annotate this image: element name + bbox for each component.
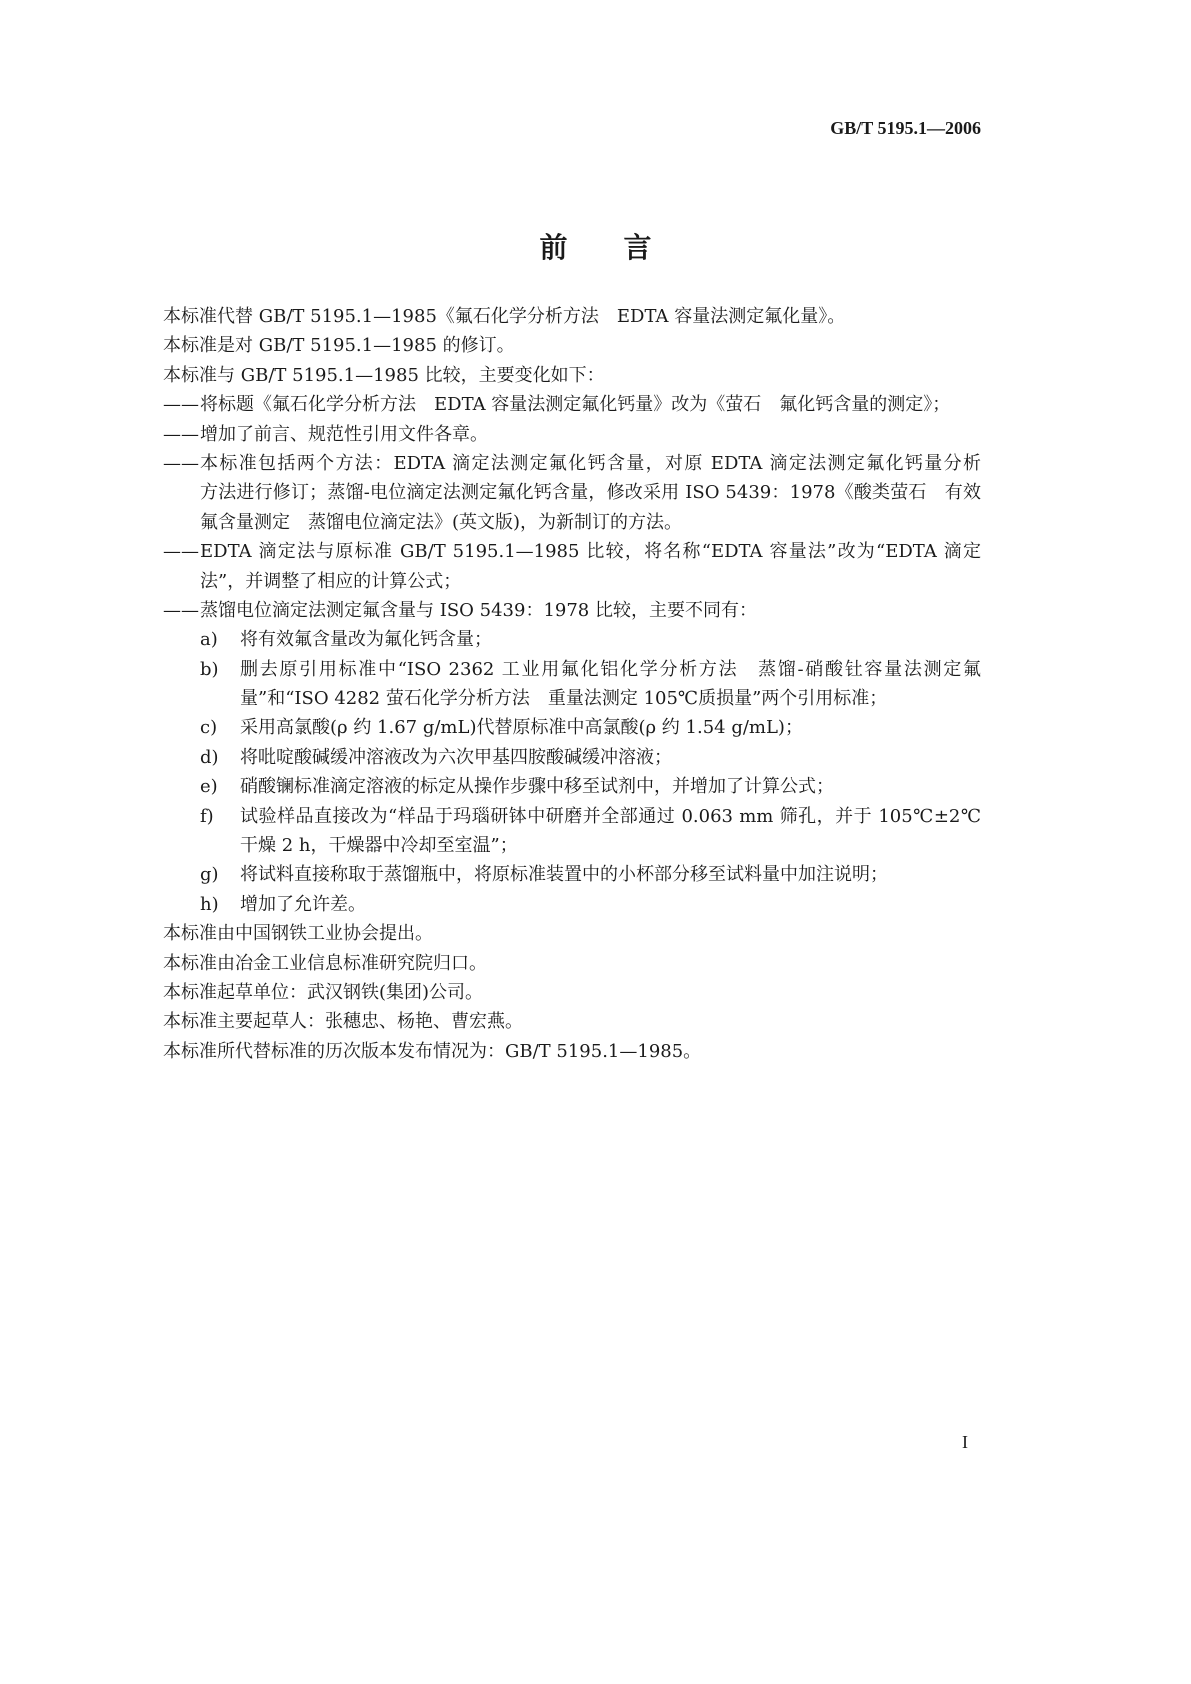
line-text: 采用高氯酸(ρ 约 1.67 g/mL)代替原标准中高氯酸(ρ 约 1.54 g/mL)； <box>240 717 803 739</box>
paragraph <box>163 1037 981 1066</box>
dash-item-line <box>163 449 981 478</box>
line-text: 增加了前言、规范性引用文件各章。 <box>200 423 488 445</box>
line-text: 本标准由冶金工业信息标准研究院归口。 <box>163 952 487 974</box>
line-text: 氟含量测定 蒸馏电位滴定法》(英文版)，为新制订的方法。 <box>200 511 683 533</box>
line-text: 干燥 2 h，干燥器中冷却至室温”； <box>240 835 518 857</box>
sub-item-line <box>163 713 981 742</box>
dash-item-line <box>163 537 981 566</box>
sub-item-label: e) <box>200 776 218 798</box>
line-text: 法”，并调整了相应的计算公式； <box>200 570 462 592</box>
dash-prefix: —— <box>163 541 199 563</box>
sub-item-line <box>163 831 981 860</box>
line-text: 本标准包括两个方法：EDTA 滴定法测定氟化钙含量，对原 EDTA 滴定法测定氟化钙量分析 <box>200 452 981 474</box>
sub-item-label: b) <box>200 658 219 680</box>
line-text: 本标准所代替标准的历次版本发布情况为：GB/T 5195.1—1985。 <box>163 1040 702 1062</box>
paragraph <box>163 1007 981 1036</box>
sub-item-line <box>163 802 981 831</box>
sub-item-line <box>163 684 981 713</box>
line-text: 本标准主要起草人：张穗忠、杨艳、曹宏燕。 <box>163 1011 523 1033</box>
paragraph <box>163 361 981 390</box>
line-text: 方法进行修订；蒸馏-电位滴定法测定氟化钙含量，修改采用 ISO 5439：1978《酸类萤石 有效 <box>200 482 981 504</box>
line-text: 删去原引用标准中“ISO 2362 工业用氟化铝化学分析方法 蒸馏-硝酸钍容量法测定氟 <box>240 658 981 680</box>
line-text: 量”和“ISO 4282 萤石化学分析方法 重量法测定 105℃质损量”两个引用标准； <box>240 688 888 710</box>
dash-item-line <box>163 390 981 419</box>
line-text: EDTA 滴定法与原标准 GB/T 5195.1—1985 比较，将名称“EDTA 容量法”改为“EDTA 滴定 <box>200 541 981 563</box>
sub-item-line <box>163 655 981 684</box>
paragraph <box>163 919 981 948</box>
sub-item-label: c) <box>200 717 218 739</box>
line-text: 将试料直接称取于蒸馏瓶中，将原标准装置中的小杯部分移至试料量中加注说明； <box>240 864 888 886</box>
dash-item-line <box>163 420 981 449</box>
dash-prefix: —— <box>163 452 199 474</box>
dash-item-line <box>163 567 981 596</box>
sub-item-label: d) <box>200 746 219 768</box>
sub-item-line <box>163 743 981 772</box>
line-text: 硝酸镧标准滴定溶液的标定从操作步骤中移至试剂中，并增加了计算公式； <box>240 776 834 798</box>
paragraph <box>163 949 981 978</box>
line-text: 本标准是对 GB/T 5195.1—1985 的修订。 <box>163 335 515 357</box>
dash-item-line <box>163 478 981 507</box>
page-number: I <box>962 1432 968 1452</box>
dash-prefix: —— <box>163 599 199 621</box>
line-text: 将标题《氟石化学分析方法 EDTA 容量法测定氟化钙量》改为《萤石 氟化钙含量的测定》； <box>200 394 951 416</box>
sub-item-label: f) <box>200 805 214 827</box>
sub-item-line <box>163 860 981 889</box>
sub-item-line <box>163 890 981 919</box>
dash-prefix: —— <box>163 423 199 445</box>
line-text: 增加了允许差。 <box>240 893 366 915</box>
line-text: 本标准由中国钢铁工业协会提出。 <box>163 923 433 945</box>
line-text: 本标准与 GB/T 5195.1—1985 比较，主要变化如下： <box>163 364 605 386</box>
line-text: 将吡啶酸碱缓冲溶液改为六次甲基四胺酸碱缓冲溶液； <box>240 746 672 768</box>
paragraph <box>163 302 981 331</box>
sub-item-line <box>163 772 981 801</box>
line-text: 蒸馏电位滴定法测定氟含量与 ISO 5439：1978 比较，主要不同有： <box>200 599 757 621</box>
sub-item-label: g) <box>200 864 219 886</box>
line-text: 试验样品直接改为“样品于玛瑙研钵中研磨并全部通过 0.063 mm 筛孔，并于 105℃±2℃ <box>240 805 981 827</box>
dash-item-line <box>163 596 981 625</box>
standard-number-header: GB/T 5195.1—2006 <box>830 118 981 138</box>
sub-item-label: a) <box>200 629 218 651</box>
line-text: 本标准起草单位：武汉钢铁(集团)公司。 <box>163 981 484 1003</box>
line-text: 本标准代替 GB/T 5195.1—1985《氟石化学分析方法 EDTA 容量法测定氟化量》。 <box>163 306 846 327</box>
line-text: 将有效氟含量改为氟化钙含量； <box>240 629 492 651</box>
paragraph <box>163 978 981 1007</box>
dash-item-line <box>163 508 981 537</box>
dash-prefix: —— <box>163 394 199 416</box>
paragraph <box>163 331 981 360</box>
sub-item-label: h) <box>200 893 219 915</box>
document-body <box>163 302 981 1066</box>
page-title: 前言 <box>539 231 708 264</box>
sub-item-line <box>163 625 981 654</box>
